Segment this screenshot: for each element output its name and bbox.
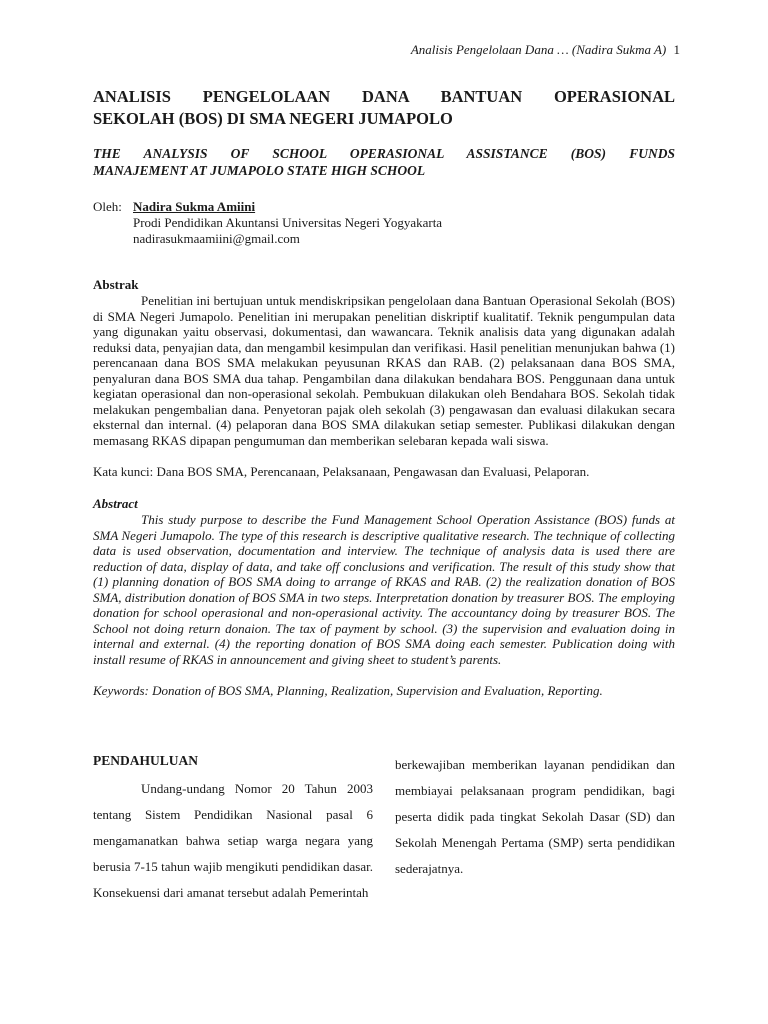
author-label: Oleh: xyxy=(93,199,122,214)
pendahuluan-heading: PENDAHULUAN xyxy=(93,753,199,768)
abstrak-heading: Abstrak xyxy=(93,277,139,292)
running-header-text: Analisis Pengelolaan Dana … (Nadira Sukma A) xyxy=(410,42,667,57)
author-details xyxy=(133,199,442,247)
author-name: Nadira Sukma Amiini xyxy=(133,199,256,214)
kata-kunci: Kata kunci: Dana BOS SMA, Perencanaan, Pelaksanaan, Pengawasan dan Evaluasi, Pelaporan. xyxy=(93,464,590,479)
english-title-line-1: THE ANALYSIS OF SCHOOL OPERASIONAL ASSISTANCE (BOS) FUNDS xyxy=(93,146,675,161)
two-column-body xyxy=(93,752,675,906)
paper-title-line-1: ANALISIS PENGELOLAAN DANA BANTUAN OPERASIONAL xyxy=(93,87,675,106)
author-email: nadirasukmaamiini@gmail.com xyxy=(133,231,300,246)
author-affiliation: Prodi Pendidikan Akuntansi Universitas Negeri Yogyakarta xyxy=(133,215,443,230)
abstract-heading: Abstract xyxy=(93,496,138,511)
keywords-english: Keywords: Donation of BOS SMA, Planning, Realization, Supervision and Evaluation, Reporting. xyxy=(93,683,603,698)
english-title xyxy=(93,145,675,179)
page-number: 1 xyxy=(673,42,680,57)
running-header xyxy=(411,42,680,58)
abstrak-body: Penelitian ini bertujuan untuk mendiskripsikan pengelolaan dana Bantuan Operasional Sekolah (BOS) di SMA Negeri Jumapolo. Penelitian ini merupakan penelitian diskriptif kualitatif. Teknik pengumpulan data yang digunakan yaitu observasi, dokumentasi, dan wawancara. Teknik analisis data yang digunakan adalah reduksi data, penyajian data, dan mengambil kesimpulan dan verifikasi. Hasil penelitian menunjukan bahwa (1) perencanaan dana BOS SMA melakukan peyusunan RKAS dan RAB. (2) pelaksanaan dana BOS SMA, penyaluran dana BOS SMA dua tahap. Pengambilan dana dilakukan bendahara BOS. Penggunaan dana untuk kegiatan operasional dan non-operasional sekolah. Pembukuan dilakukan oleh Bendahara BOS. Sekolah tidak melakukan pengembalian dana. Penyetoran pajak oleh sekolah (3) pengawasan dan evaluasi dilakukan secara eksternal dan internal. (4) pelaporan dana BOS SMA dilakukan setiap semester. Publikasi dilakukan dengan memasang RKAS dipapan pengumuman dan memberikan selebaran kepada wali siswa. xyxy=(93,293,675,448)
paper-title xyxy=(93,86,675,130)
article-front-matter xyxy=(93,86,675,699)
pendahuluan-right-text: berkewajiban memberikan layanan pendidikan dan membiayai pelaksanaan program pendidikan, bagi peserta didik pada tingkat Sekolah Dasar (SD) dan Sekolah Menengah Pertama (SMP) serta pendidikan sederajatnya. xyxy=(395,757,675,876)
paper-title-line-2: SEKOLAH (BOS) DI SMA NEGERI JUMAPOLO xyxy=(93,109,453,128)
author-block xyxy=(93,199,675,247)
english-title-line-2: MANAJEMENT AT JUMAPOLO STATE HIGH SCHOOL xyxy=(93,163,426,178)
right-column xyxy=(395,752,675,906)
abstract-body: This study purpose to describe the Fund Management School Operation Assistance (BOS) funds at SMA Negeri Jumapolo. The type of this research is descriptive qualitative research. The technique of collecting data is used observation, documentation and interview. The technique of analysis data is used there are reduction of data, display of data, and take off conclusions and verification. The result of this study show that (1) planning donation of BOS SMA doing to arrange of RKAS and RAB. (2) the realization donation of BOS SMA, distribution donation of BOS SMA in two steps. Interpretation donation by treasurer BOS. The employing donation for school operasional and non-operasional activity. The accountancy doing by treasurer BOS. The School not doing return donaion. The tax of payment by school. (3) the supervision and evaluation doing in internal and external. (4) the reporting donation of BOS SMA doing each semester. Publication doing with install resume of RKAS in announcement and giving sheet to student’s parents. xyxy=(93,512,675,667)
left-column xyxy=(93,752,373,906)
pendahuluan-left-text: Undang-undang Nomor 20 Tahun 2003 tentang Sistem Pendidikan Nasional pasal 6 mengamanatkan bahwa setiap warga negara yang berusia 7-15 tahun wajib mengikuti pendidikan dasar. Konsekuensi dari amanat tersebut adalah Pemerintah xyxy=(93,781,373,900)
